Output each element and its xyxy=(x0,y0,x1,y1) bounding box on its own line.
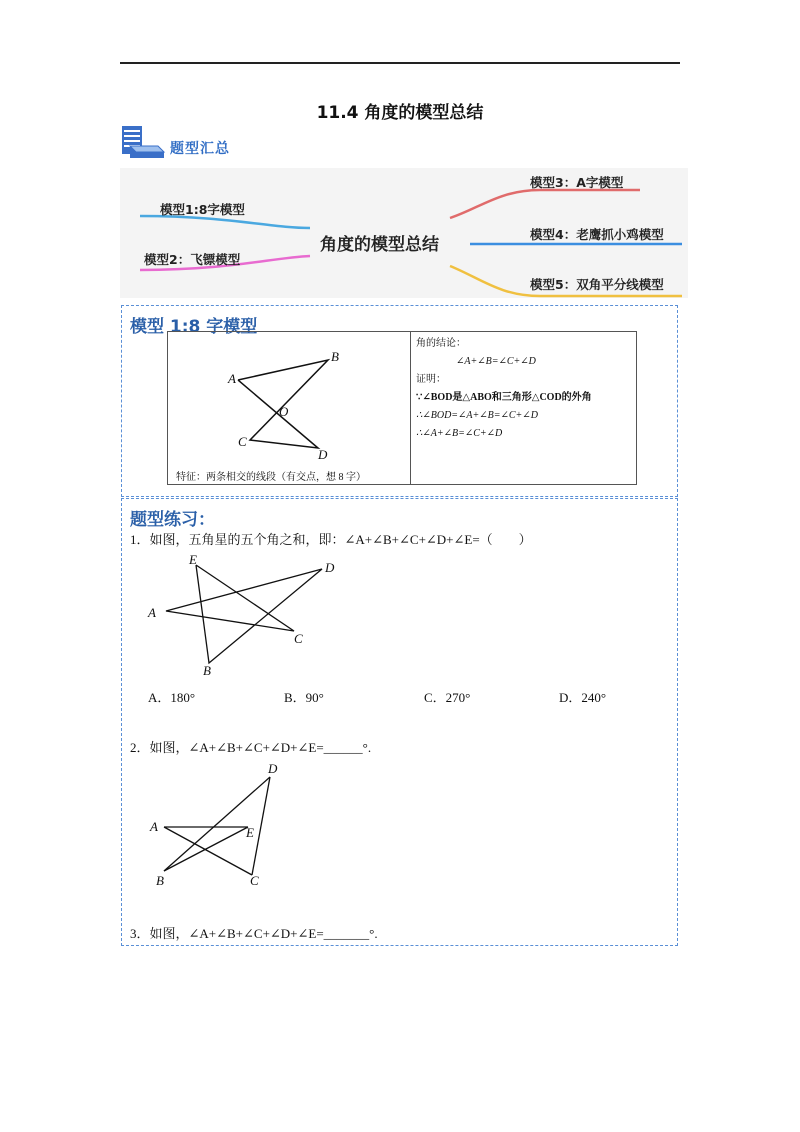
point-d-label: D xyxy=(318,447,328,462)
q1-point-c-label: C xyxy=(294,631,303,646)
model1-table xyxy=(167,331,637,485)
q2-point-e-label: E xyxy=(246,825,254,840)
point-o-label: O xyxy=(279,404,289,419)
option-a[interactable]: A．180° xyxy=(148,690,196,705)
model1-title: 模型 1:8 字模型 xyxy=(130,317,258,337)
q1-point-a-label: A xyxy=(148,605,156,620)
proof-line-4: ∵∠BOD是△ABO和三角形△COD的外角 xyxy=(416,392,592,403)
proof-line-1: 角的结论： xyxy=(416,338,466,349)
practice-title: 题型练习： xyxy=(130,510,215,530)
option-d[interactable]: D．240° xyxy=(559,690,607,705)
question-3-text: 3．如图，∠A+∠B+∠C+∠D+∠E=_______°. xyxy=(130,926,378,941)
branch-m3 xyxy=(450,190,640,218)
question-2-text: 2．如图，∠A+∠B+∠C+∠D+∠E=______°. xyxy=(130,740,372,755)
mindmap-node-model2: 模型2：飞镖模型 xyxy=(144,252,241,267)
mindmap-node-model5: 模型5：双角平分线模型 xyxy=(530,277,664,292)
question-2-figure xyxy=(142,759,302,889)
model1-proof xyxy=(416,335,636,443)
q1-point-e-label: E xyxy=(189,552,197,567)
document-title: 11.4 角度的模型总结 xyxy=(316,103,484,123)
model1-feature-text: 特征：两条相交的线段（有交点，想 8 字） xyxy=(176,472,366,483)
proof-line-5: ∴∠BOD=∠A+∠B=∠C+∠D xyxy=(416,410,538,421)
mindmap-center: 角度的模型总结 xyxy=(320,235,439,255)
book-stack-icon xyxy=(120,124,166,162)
q1-point-b-label: B xyxy=(203,663,211,678)
proof-line-3: 证明： xyxy=(416,374,446,385)
point-c-label: C xyxy=(238,434,247,449)
mindmap xyxy=(120,168,688,298)
mindmap-node-model1: 模型1:8字模型 xyxy=(160,202,245,217)
proof-line-2: ∠A+∠B=∠C+∠D xyxy=(456,356,536,367)
q2-point-a-label: A xyxy=(150,819,158,834)
model1-figure xyxy=(168,332,410,466)
q2-point-c-label: C xyxy=(250,873,259,888)
point-b-label: B xyxy=(331,349,339,364)
option-c[interactable]: C．270° xyxy=(424,690,471,705)
section-header-label: 题型汇总 xyxy=(170,141,230,157)
mindmap-node-model3: 模型3：A字模型 xyxy=(530,175,624,190)
question-1-text: 1．如图，五角星的五个角之和，即：∠A+∠B+∠C+∠D+∠E=（ ） xyxy=(130,532,532,547)
mindmap-node-model4: 模型4：老鹰抓小鸡模型 xyxy=(530,227,664,242)
point-a-label: A xyxy=(228,371,236,386)
proof-line-6: ∴∠A+∠B=∠C+∠D xyxy=(416,428,503,439)
top-rule xyxy=(120,62,680,64)
practice-box xyxy=(121,498,678,946)
section-header xyxy=(120,124,280,162)
table-divider xyxy=(410,332,411,484)
model1-box xyxy=(121,305,678,497)
q1-point-d-label: D xyxy=(325,560,335,575)
q2-point-d-label: D xyxy=(268,761,278,776)
question-1-figure xyxy=(142,552,335,678)
q2-point-b-label: B xyxy=(156,873,164,888)
option-b[interactable]: B．90° xyxy=(284,690,324,705)
